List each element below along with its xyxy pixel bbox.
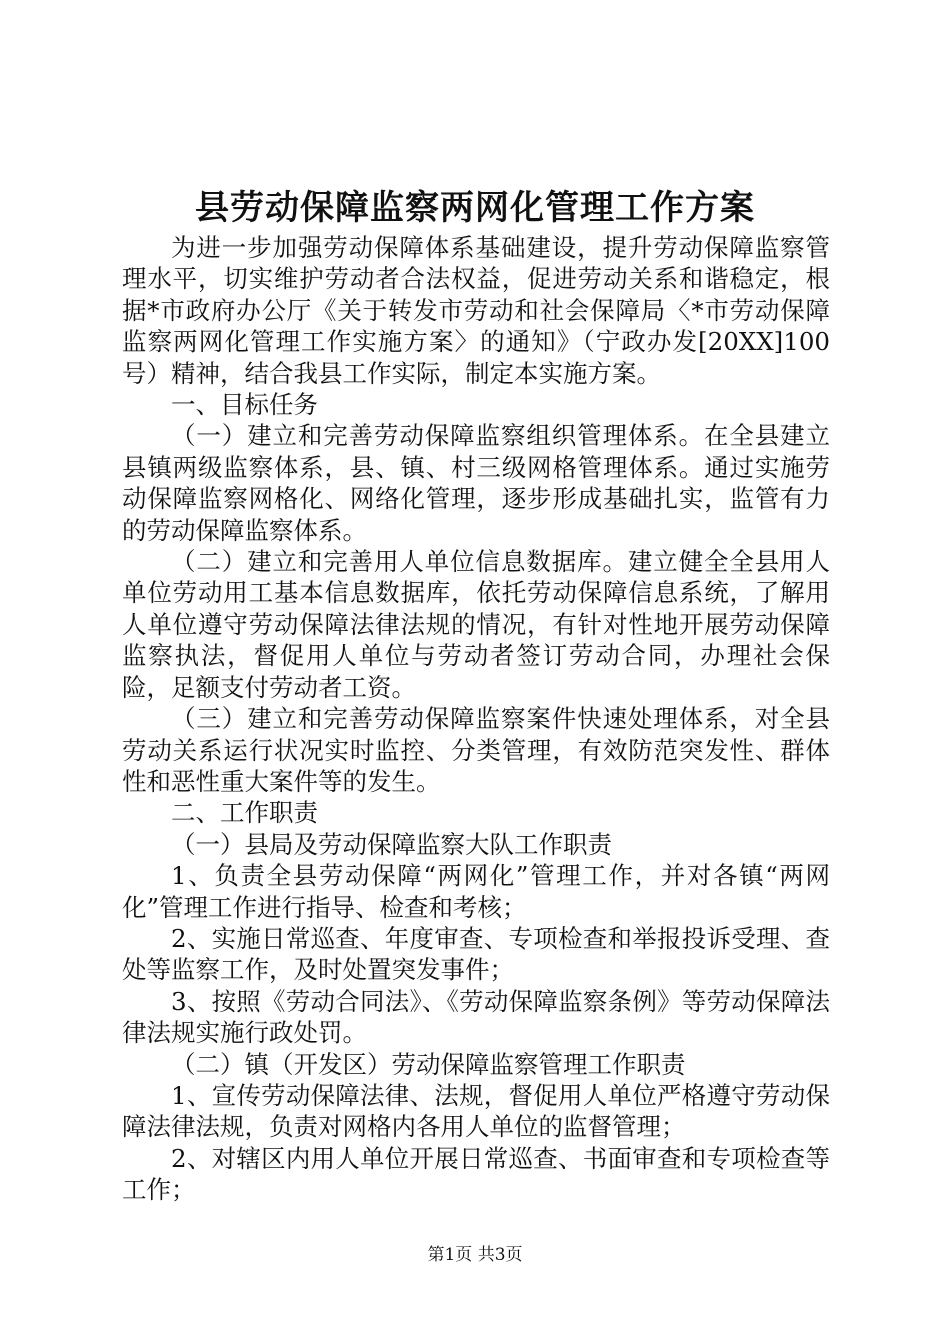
paragraph-goal-1: （一）建立和完善劳动保障监察组织管理体系。在全县建立县镇两级监察体系，县、镇、村三级网格管理体系。通过实施劳动保障监察网格化、网络化管理，逐步形成基础扎实，监管有力的劳动保障监察体系。 (122, 421, 830, 545)
section-heading-duties: 二、工作职责 (171, 798, 318, 828)
paragraph-town-duty-1: 1、宣传劳动保障法律、法规，督促用人单位严格遵守劳动保障法律法规，负责对网格内各用人单位的监督管理； (122, 1080, 830, 1142)
paragraph-county-duty-3: 3、按照《劳动合同法》、《劳动保障监察条例》等劳动保障法律法规实施行政处罚。 (122, 986, 830, 1048)
paragraph-goal-3: （三）建立和完善劳动保障监察案件快速处理体系，对全县劳动关系运行状况实时监控、分类管理，有效防范突发性、群体性和恶性重大案件等的发生。 (122, 704, 830, 796)
subheading-town-duties: （二）镇（开发区）劳动保障监察管理工作职责 (171, 1049, 686, 1079)
paragraph-goal-2: （二）建立和完善用人单位信息数据库。建立健全全县用人单位劳动用工基本信息数据库，依托劳动保障信息系统，了解用人单位遵守劳动保障法律法规的情况，有针对性地开展劳动保障监察执法，督促用人单位与劳动者签订劳动合同，办理社会保险，足额支付劳动者工资。 (122, 547, 830, 702)
section-heading-goals: 一、目标任务 (171, 390, 318, 420)
paragraph-town-duty-2: 2、对辖区内用人单位开展日常巡查、书面审查和专项检查等工作； (122, 1143, 830, 1205)
document-title: 县劳动保障监察两网化管理工作方案 (195, 188, 755, 228)
paragraph-county-duty-1: 1、负责全县劳动保障“两网化”管理工作，并对各镇“两网化”管理工作进行指导、检查和考核； (122, 861, 830, 922)
page-number-footer: 第1页 共3页 (427, 1245, 523, 1265)
paragraph-county-duty-2: 2、实施日常巡查、年度审查、专项检查和举报投诉受理、查处等监察工作，及时处置突发事件； (122, 923, 830, 985)
paragraph-intro: 为进一步加强劳动保障体系基础建设，提升劳动保障监察管理水平，切实维护劳动者合法权益，促进劳动关系和谐稳定，根据*市政府办公厅《关于转发市劳动和社会保障局〈*市劳动保障监察两网化管理工作实施方案〉的通知》（宁政办发[20XX]100号）精神，结合我县工作实际，制定本实施方案。 (122, 233, 830, 388)
subheading-county-duties: （一）县局及劳动保障监察大队工作职责 (171, 829, 612, 859)
document-body (122, 232, 830, 1206)
